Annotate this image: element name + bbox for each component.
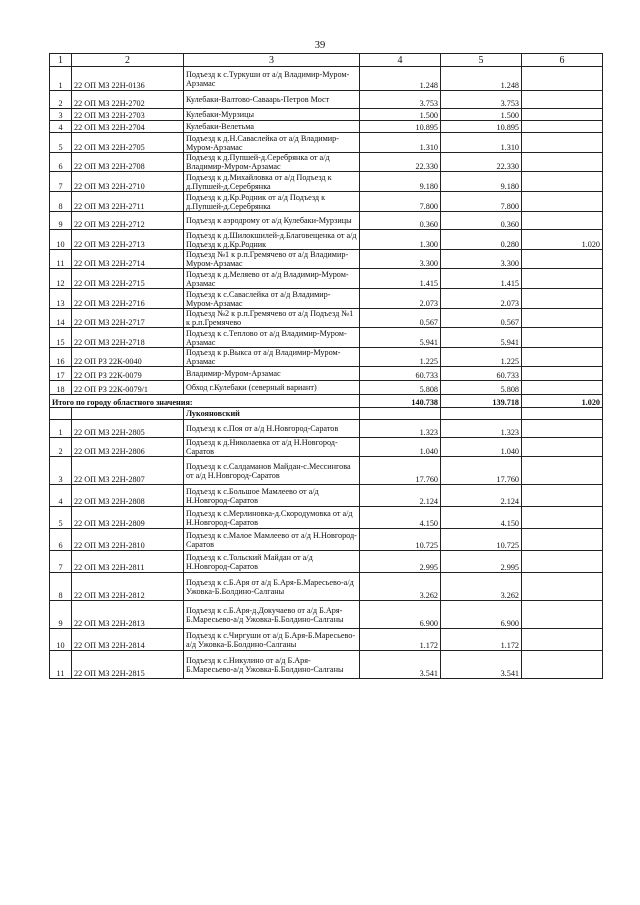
row-number: 5 bbox=[50, 507, 72, 529]
road-code: 22 ОП МЗ 22Н-2717 bbox=[72, 309, 184, 328]
row-number: 13 bbox=[50, 289, 72, 309]
length-total: 7.800 bbox=[360, 192, 441, 212]
length-col6 bbox=[522, 212, 603, 230]
length-col6 bbox=[522, 438, 603, 457]
length-col6 bbox=[522, 153, 603, 172]
length-total: 10.895 bbox=[360, 121, 441, 133]
length-col5: 3.753 bbox=[441, 91, 522, 109]
road-code: 22 ОП МЗ 22Н-2715 bbox=[72, 269, 184, 289]
road-name: Владимир-Муром-Арзамас bbox=[184, 367, 360, 381]
length-col5: 3.300 bbox=[441, 250, 522, 269]
road-code: 22 ОП МЗ 22Н-2813 bbox=[72, 601, 184, 629]
length-col6 bbox=[522, 121, 603, 133]
length-col5: 2.124 bbox=[441, 485, 522, 507]
length-total: 1.310 bbox=[360, 133, 441, 153]
length-col6 bbox=[522, 109, 603, 121]
length-col5: 5.808 bbox=[441, 381, 522, 395]
table-row bbox=[50, 529, 603, 551]
length-col5: 3.541 bbox=[441, 651, 522, 679]
row-number: 2 bbox=[50, 91, 72, 109]
length-col5: 9.180 bbox=[441, 172, 522, 192]
road-code: 22 ОП МЗ 22Н-2712 bbox=[72, 212, 184, 230]
road-code: 22 ОП МЗ 22Н-2704 bbox=[72, 121, 184, 133]
table-row bbox=[50, 192, 603, 212]
length-total: 10.725 bbox=[360, 529, 441, 551]
header-cell: 6 bbox=[522, 54, 603, 67]
length-col6 bbox=[522, 381, 603, 395]
row-number: 10 bbox=[50, 629, 72, 651]
length-total: 1.415 bbox=[360, 269, 441, 289]
row-number: 6 bbox=[50, 153, 72, 172]
length-col5: 6.900 bbox=[441, 601, 522, 629]
length-col6 bbox=[522, 457, 603, 485]
road-name: Обход г.Кулебаки (северный вариант) bbox=[184, 381, 360, 395]
row-number: 11 bbox=[50, 250, 72, 269]
length-total: 9.180 bbox=[360, 172, 441, 192]
length-total: 1.500 bbox=[360, 109, 441, 121]
length-col6 bbox=[522, 289, 603, 309]
row-number: 3 bbox=[50, 457, 72, 485]
road-code: 22 ОП МЗ 22Н-0136 bbox=[72, 67, 184, 91]
length-total: 3.541 bbox=[360, 651, 441, 679]
table-row bbox=[50, 121, 603, 133]
length-total: 0.567 bbox=[360, 309, 441, 328]
length-total: 17.760 bbox=[360, 457, 441, 485]
length-col6 bbox=[522, 172, 603, 192]
length-col6: 1.020 bbox=[522, 230, 603, 250]
table-row bbox=[50, 507, 603, 529]
row-number: 7 bbox=[50, 172, 72, 192]
length-col6 bbox=[522, 133, 603, 153]
empty-cell bbox=[441, 408, 522, 420]
length-total: 2.073 bbox=[360, 289, 441, 309]
table-row bbox=[50, 573, 603, 601]
row-number: 14 bbox=[50, 309, 72, 328]
length-total: 3.753 bbox=[360, 91, 441, 109]
road-code: 22 ОП МЗ 22Н-2805 bbox=[72, 420, 184, 438]
table-row bbox=[50, 67, 603, 91]
row-number: 12 bbox=[50, 269, 72, 289]
empty-cell bbox=[522, 408, 603, 420]
road-name: Подъезд к с.Никулино от а/д Б.Аря-Б.Маресьево-а/д Ужовка-Б.Болдино-Салганы bbox=[184, 651, 360, 679]
length-col5: 0.360 bbox=[441, 212, 522, 230]
roads-table bbox=[49, 53, 603, 679]
road-name: Подъезд к д.Михайловка от а/д Подъезд к д.Пупшей-д.Серебрянка bbox=[184, 172, 360, 192]
table-row bbox=[50, 212, 603, 230]
road-name: Подъезд №2 к р.п.Гремячево от а/д Подъезд №1 к р.п.Гремячево bbox=[184, 309, 360, 328]
road-name: Кулебаки-Велетьма bbox=[184, 121, 360, 133]
table-row bbox=[50, 348, 603, 367]
road-name: Подъезд к д.Пупшей-д.Серебрянка от а/д Владимир-Муром-Арзамас bbox=[184, 153, 360, 172]
length-col5: 22.330 bbox=[441, 153, 522, 172]
row-number: 8 bbox=[50, 573, 72, 601]
table-header-row bbox=[50, 54, 603, 67]
length-col6 bbox=[522, 420, 603, 438]
length-col5: 1.500 bbox=[441, 109, 522, 121]
length-col6 bbox=[522, 328, 603, 348]
length-total: 4.150 bbox=[360, 507, 441, 529]
road-name: Подъезд к д.Кр.Родник от а/д Подъезд к д.Пупшей-д.Серебрянка bbox=[184, 192, 360, 212]
road-name: Подъезд к д.Шилокшилей-д.Благовещенка от а/д Подъезд к д.Кр.Родник bbox=[184, 230, 360, 250]
length-col6 bbox=[522, 601, 603, 629]
roads-table-body bbox=[50, 54, 603, 679]
road-code: 22 ОП МЗ 22Н-2806 bbox=[72, 438, 184, 457]
road-code: 22 ОП МЗ 22Н-2713 bbox=[72, 230, 184, 250]
table-row bbox=[50, 133, 603, 153]
header-cell: 2 bbox=[72, 54, 184, 67]
row-number: 11 bbox=[50, 651, 72, 679]
table-row bbox=[50, 309, 603, 328]
length-total: 1.248 bbox=[360, 67, 441, 91]
row-number: 9 bbox=[50, 601, 72, 629]
length-col6 bbox=[522, 309, 603, 328]
road-code: 22 ОП МЗ 22Н-2807 bbox=[72, 457, 184, 485]
road-name: Подъезд к с.Поя от а/д Н.Новгород-Саратов bbox=[184, 420, 360, 438]
length-total: 2.995 bbox=[360, 551, 441, 573]
length-col6 bbox=[522, 651, 603, 679]
road-code: 22 ОП РЗ 22К-0040 bbox=[72, 348, 184, 367]
row-number: 17 bbox=[50, 367, 72, 381]
row-number: 15 bbox=[50, 328, 72, 348]
length-col6 bbox=[522, 529, 603, 551]
table-row bbox=[50, 629, 603, 651]
row-number: 10 bbox=[50, 230, 72, 250]
district-name: Лукояновский bbox=[184, 408, 360, 420]
length-col5: 2.073 bbox=[441, 289, 522, 309]
length-col6 bbox=[522, 67, 603, 91]
table-row bbox=[50, 367, 603, 381]
empty-cell bbox=[360, 408, 441, 420]
length-col6 bbox=[522, 192, 603, 212]
row-number: 8 bbox=[50, 192, 72, 212]
length-col5: 2.995 bbox=[441, 551, 522, 573]
road-name: Подъезд к с.Салдаманов Майдан-с.Мессингова от а/д Н.Новгород-Саратов bbox=[184, 457, 360, 485]
length-col5: 1.040 bbox=[441, 438, 522, 457]
row-number: 16 bbox=[50, 348, 72, 367]
table-row bbox=[50, 269, 603, 289]
length-col6 bbox=[522, 551, 603, 573]
length-col6 bbox=[522, 367, 603, 381]
page-number: 39 bbox=[314, 40, 326, 51]
row-number: 2 bbox=[50, 438, 72, 457]
length-total: 1.323 bbox=[360, 420, 441, 438]
row-number: 4 bbox=[50, 485, 72, 507]
length-total: 6.900 bbox=[360, 601, 441, 629]
road-code: 22 ОП МЗ 22Н-2714 bbox=[72, 250, 184, 269]
table-row bbox=[50, 551, 603, 573]
road-code: 22 ОП МЗ 22Н-2809 bbox=[72, 507, 184, 529]
length-col5: 1.248 bbox=[441, 67, 522, 91]
length-col5: 1.310 bbox=[441, 133, 522, 153]
length-col5: 3.262 bbox=[441, 573, 522, 601]
header-cell: 4 bbox=[360, 54, 441, 67]
road-name: Подъезд к с.Большое Мамлеево от а/д Н.Новгород-Саратов bbox=[184, 485, 360, 507]
total-row bbox=[50, 395, 603, 408]
length-total: 1.300 bbox=[360, 230, 441, 250]
length-total: 1.172 bbox=[360, 629, 441, 651]
road-code: 22 ОП МЗ 22Н-2705 bbox=[72, 133, 184, 153]
total-col6: 1.020 bbox=[522, 395, 603, 408]
header-cell: 1 bbox=[50, 54, 72, 67]
district-row bbox=[50, 408, 603, 420]
length-col6 bbox=[522, 250, 603, 269]
row-number: 5 bbox=[50, 133, 72, 153]
road-name: Подъезд к д.Николаевка от а/д Н.Новгород-Саратов bbox=[184, 438, 360, 457]
length-total: 3.262 bbox=[360, 573, 441, 601]
length-col6 bbox=[522, 485, 603, 507]
table-row bbox=[50, 153, 603, 172]
length-col6 bbox=[522, 629, 603, 651]
road-name: Кулебаки-Валтово-Саваарь-Петров Мост bbox=[184, 91, 360, 109]
road-name: Подъезд к с.Тольский Майдан от а/д Н.Новгород-Саратов bbox=[184, 551, 360, 573]
table-row bbox=[50, 172, 603, 192]
table-row bbox=[50, 289, 603, 309]
length-col5: 60.733 bbox=[441, 367, 522, 381]
length-total: 60.733 bbox=[360, 367, 441, 381]
row-number: 6 bbox=[50, 529, 72, 551]
length-total: 22.330 bbox=[360, 153, 441, 172]
length-total: 3.300 bbox=[360, 250, 441, 269]
header-cell: 3 bbox=[184, 54, 360, 67]
table-row bbox=[50, 328, 603, 348]
length-total: 5.941 bbox=[360, 328, 441, 348]
road-name: Подъезд к д.Меляево от а/д Владимир-Муром-Арзамас bbox=[184, 269, 360, 289]
road-code: 22 ОП МЗ 22Н-2814 bbox=[72, 629, 184, 651]
road-code: 22 ОП МЗ 22Н-2711 bbox=[72, 192, 184, 212]
table-row bbox=[50, 91, 603, 109]
header-cell: 5 bbox=[441, 54, 522, 67]
row-number: 9 bbox=[50, 212, 72, 230]
length-total: 0.360 bbox=[360, 212, 441, 230]
road-name: Подъезд к с.Б.Аря-д.Докучаево от а/д Б.Аря-Б.Маресьево-а/д Ужовка-Б.Болдино-Салганы bbox=[184, 601, 360, 629]
total-label: Итого по городу областного значения: bbox=[50, 395, 360, 408]
length-col5: 10.725 bbox=[441, 529, 522, 551]
road-name: Подъезд к аэродрому от а/д Кулебаки-Мурзицы bbox=[184, 212, 360, 230]
road-code: 22 ОП МЗ 22Н-2808 bbox=[72, 485, 184, 507]
road-name: Подъезд к р.Выкса от а/д Владимир-Муром-Арзамас bbox=[184, 348, 360, 367]
length-total: 2.124 bbox=[360, 485, 441, 507]
length-col5: 7.800 bbox=[441, 192, 522, 212]
road-code: 22 ОП МЗ 22Н-2703 bbox=[72, 109, 184, 121]
length-col5: 1.172 bbox=[441, 629, 522, 651]
row-number: 3 bbox=[50, 109, 72, 121]
row-number: 1 bbox=[50, 67, 72, 91]
length-col6 bbox=[522, 507, 603, 529]
road-name: Подъезд к с.Чиргуши от а/д Б.Аря-Б.Маресьево-а/д Ужовка-Б.Болдино-Салганы bbox=[184, 629, 360, 651]
table-row bbox=[50, 438, 603, 457]
road-name: Подъезд к с.Туркуши от а/д Владимир-Муром-Арзамас bbox=[184, 67, 360, 91]
total-col5: 139.718 bbox=[441, 395, 522, 408]
table-row bbox=[50, 601, 603, 629]
length-col6 bbox=[522, 348, 603, 367]
length-col6 bbox=[522, 573, 603, 601]
table-row bbox=[50, 381, 603, 395]
road-code: 22 ОП МЗ 22Н-2716 bbox=[72, 289, 184, 309]
row-number: 4 bbox=[50, 121, 72, 133]
length-total: 5.808 bbox=[360, 381, 441, 395]
length-col6 bbox=[522, 91, 603, 109]
table-row bbox=[50, 230, 603, 250]
length-col6 bbox=[522, 269, 603, 289]
total-length: 140.738 bbox=[360, 395, 441, 408]
road-name: Подъезд к с.Теплово от а/д Владимир-Муром-Арзамас bbox=[184, 328, 360, 348]
length-col5: 5.941 bbox=[441, 328, 522, 348]
road-name: Подъезд к с.Малое Мамлеево от а/д Н.Новгород-Саратов bbox=[184, 529, 360, 551]
empty-cell bbox=[50, 408, 72, 420]
table-row bbox=[50, 250, 603, 269]
table-row bbox=[50, 109, 603, 121]
road-code: 22 ОП МЗ 22Н-2710 bbox=[72, 172, 184, 192]
length-col5: 1.415 bbox=[441, 269, 522, 289]
road-code: 22 ОП МЗ 22Н-2812 bbox=[72, 573, 184, 601]
length-col5: 10.895 bbox=[441, 121, 522, 133]
empty-cell bbox=[72, 408, 184, 420]
length-col5: 0.280 bbox=[441, 230, 522, 250]
table-row bbox=[50, 651, 603, 679]
road-code: 22 ОП МЗ 22Н-2718 bbox=[72, 328, 184, 348]
length-col5: 0.567 bbox=[441, 309, 522, 328]
road-code: 22 ОП МЗ 22Н-2810 bbox=[72, 529, 184, 551]
road-code: 22 ОП РЗ 22К-0079 bbox=[72, 367, 184, 381]
length-col5: 4.150 bbox=[441, 507, 522, 529]
row-number: 7 bbox=[50, 551, 72, 573]
length-total: 1.040 bbox=[360, 438, 441, 457]
road-name: Подъезд к с.Мерлиновка-д.Скородумовка от а/д Н.Новгород-Саратов bbox=[184, 507, 360, 529]
road-name: Подъезд №1 к р.п.Гремячево от а/д Владимир-Муром-Арзамас bbox=[184, 250, 360, 269]
length-col5: 17.760 bbox=[441, 457, 522, 485]
length-col5: 1.225 bbox=[441, 348, 522, 367]
road-code: 22 ОП МЗ 22Н-2708 bbox=[72, 153, 184, 172]
length-total: 1.225 bbox=[360, 348, 441, 367]
road-name: Кулебаки-Мурзицы bbox=[184, 109, 360, 121]
table-row bbox=[50, 457, 603, 485]
road-name: Подъезд к с.Саваслейка от а/д Владимир-Муром-Арзамас bbox=[184, 289, 360, 309]
road-name: Подъезд к д.Н.Саваслейка от а/д Владимир-Муром-Арзамас bbox=[184, 133, 360, 153]
table-row bbox=[50, 485, 603, 507]
road-code: 22 ОП МЗ 22Н-2811 bbox=[72, 551, 184, 573]
road-code: 22 ОП МЗ 22Н-2815 bbox=[72, 651, 184, 679]
table-row bbox=[50, 420, 603, 438]
road-name: Подъезд к с.Б.Аря от а/д Б.Аря-Б.Маресьево-а/д Ужовка-Б.Болдино-Салганы bbox=[184, 573, 360, 601]
road-code: 22 ОП МЗ 22Н-2702 bbox=[72, 91, 184, 109]
road-code: 22 ОП РЗ 22К-0079/1 bbox=[72, 381, 184, 395]
row-number: 18 bbox=[50, 381, 72, 395]
length-col5: 1.323 bbox=[441, 420, 522, 438]
row-number: 1 bbox=[50, 420, 72, 438]
